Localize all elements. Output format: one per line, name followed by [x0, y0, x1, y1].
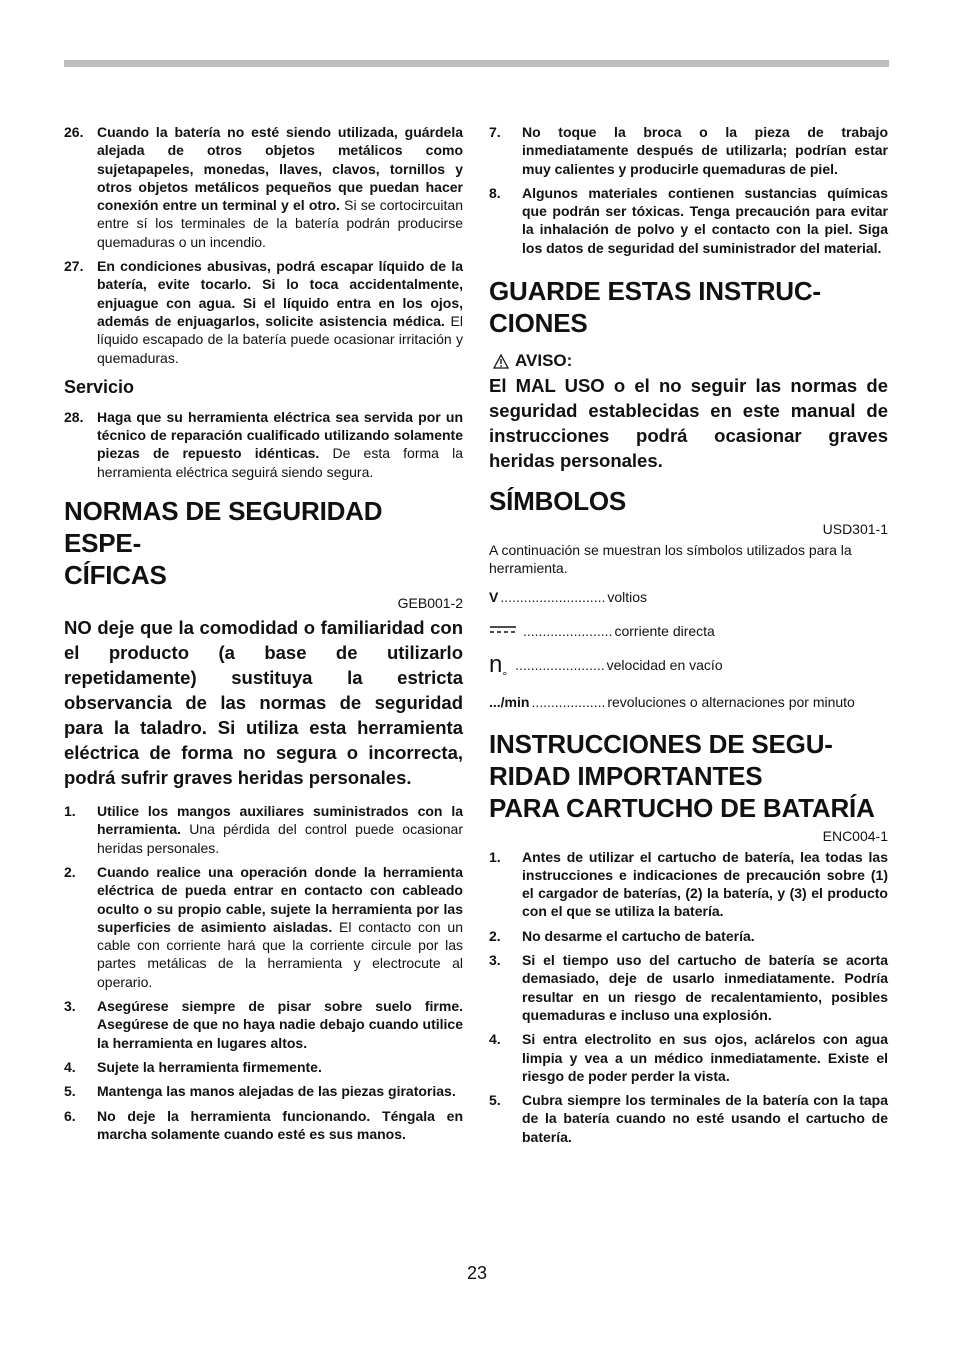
item-number: 8.	[489, 184, 501, 201]
item-bold-text: Si el tiempo uso del cartucho de batería se acorta demasiado, deje de usarlo inmediatamente. Podría resultar en un riesgo de recalentamiento, posibles quemaduras e incluso una explosión.	[522, 952, 888, 1023]
instr-title-line-2: RIDAD IMPORTANTES	[489, 760, 763, 791]
item-plain-text: Si se cortocircuitan entre sí los terminales de la batería podrán producirse quemaduras o un incendio.	[97, 197, 463, 250]
item-bold-text: Cuando realice una operación donde la herramienta eléctrica de pueda entrar en contacto con cableado oculto o su propio cable, sujete la herramienta por las superficies de asimiento aisladas.	[97, 863, 463, 935]
item-bold-text: Si entra electrolito en sus ojos, aclárelos con agua limpia y vea a un médico inmediatamente. Existe el riesgo de poder perder la vista.	[522, 1031, 888, 1084]
symbol-row	[489, 588, 888, 606]
list-item	[64, 123, 463, 251]
aviso-label: AVISO:	[515, 351, 573, 371]
instr-title-line-1: INSTRUCCIONES DE SEGU-	[489, 728, 833, 759]
item-number: 2.	[64, 863, 76, 880]
simbolos-code: USD301-1	[822, 521, 888, 538]
list-item	[489, 1091, 888, 1146]
list-item	[489, 184, 888, 257]
list-item	[64, 257, 463, 367]
instr-title-line-3: PARA CARTUCHO DE BATARÍA	[489, 792, 875, 823]
item-number: 3.	[64, 998, 76, 1015]
item-number: 28.	[64, 408, 84, 425]
item-number: 27.	[64, 258, 84, 275]
item-number: 4.	[489, 1031, 501, 1048]
item-bold-text: No deje la herramienta funcionando. Téngala en marcha solamente cuando esté es sus manos.	[97, 1107, 463, 1142]
item-text	[97, 863, 463, 991]
list-item	[489, 1030, 888, 1085]
normas-list	[64, 802, 463, 1143]
symbol-meaning: revoluciones o alternaciones por minuto	[607, 694, 855, 711]
item-bold-text: Sujete la herramienta firmemente.	[97, 1058, 322, 1075]
page-number: 23	[466, 1263, 488, 1283]
normas-lead: NO deje que la comodidad o familiaridad con el producto (a base de utilizarlo repetidamente) sustituya la estricta observancia de las normas de seguridad para la taladro. Si utiliza esta herramienta eléctrica de forma no segura o incorrecta, podrá sufrir graves heridas personales.	[64, 617, 463, 789]
item-plain-text: De esta forma la herramienta eléctrica seguirá siendo segura.	[97, 445, 463, 480]
list-item	[64, 863, 463, 991]
list-item	[489, 951, 888, 1024]
instrucciones-heading	[489, 728, 888, 824]
aviso-heading	[489, 351, 888, 371]
right-column	[489, 123, 888, 1152]
servicio-list	[64, 408, 463, 481]
item-text	[97, 123, 463, 251]
simbolos-heading: SÍMBOLOS	[489, 486, 627, 517]
list-item	[64, 1107, 463, 1144]
symbol-leader-dots: .......................	[523, 622, 613, 639]
normas-list-continued	[489, 123, 888, 257]
item-text	[522, 1091, 888, 1146]
symbol-leader-dots: .......................	[515, 657, 605, 674]
item-text	[97, 1082, 463, 1100]
symbol-key	[489, 588, 605, 606]
item-bold-text: Antes de utilizar el cartucho de batería, lea todas las instrucciones e indicaciones de precaución sobre (1) el cargador de baterías, (2) la batería, y (3) el producto con el que se utiliza la batería.	[522, 848, 888, 920]
list-item	[489, 927, 888, 945]
list-item	[64, 802, 463, 857]
symbol-meaning: corriente directa	[614, 622, 715, 639]
normas-heading: NORMAS DE SEGURIDAD ESPE- CÍFICAS	[64, 496, 383, 591]
item-bold-text: Utilice los mangos auxiliares suministrados con la herramienta.	[97, 803, 463, 838]
item-bold-text: Mantenga las manos alejadas de las piezas giratorias.	[97, 1083, 456, 1100]
header-rule	[64, 60, 889, 67]
item-number: 2.	[489, 927, 501, 944]
symbols-list	[489, 588, 888, 712]
servicio-heading: Servicio	[64, 376, 135, 397]
list-continued	[64, 123, 463, 367]
item-number: 6.	[64, 1107, 76, 1124]
item-plain-text: Una pérdida del control puede ocasionar heridas personales.	[97, 821, 463, 856]
item-text	[522, 123, 888, 178]
symbol-key-text: V	[489, 588, 499, 605]
item-text	[522, 184, 888, 257]
symbol-row	[489, 622, 888, 640]
list-item	[64, 997, 463, 1052]
item-bold-text: Algunos materiales contienen sustancias químicas que podrán ser tóxicas. Tenga precaución para evitar la inhalación de polvo y el contacto con la piel. Siga los datos de seguridad del suministrador del material.	[522, 184, 888, 256]
battery-list	[489, 848, 888, 1146]
item-number: 1.	[489, 848, 501, 865]
symbol-key	[489, 622, 612, 640]
item-bold-text: En condiciones abusivas, podrá escapar líquido de la batería, evite tocarlo. Si lo toca accidentalmente, enjuague con agua. Si el líquido entra en los ojos, además de enjuagarlos, solicite asistencia médica.	[97, 258, 463, 329]
left-column	[64, 123, 463, 1149]
item-plain-text: El contacto con un cable con corriente hará que la corriente circule por las partes metálicas de la herramienta y electrocute al operario.	[97, 918, 463, 990]
item-bold-text: Haga que su herramienta eléctrica sea servida por un técnico de reparación cualificado utilizando solamente piezas de repuesto idénticas.	[97, 408, 463, 462]
symbol-row	[489, 651, 888, 684]
item-text	[97, 257, 463, 367]
item-text	[522, 848, 888, 921]
symbol-leader-dots: ...........................	[500, 588, 606, 605]
list-item	[64, 1082, 463, 1100]
item-number: 5.	[64, 1083, 76, 1100]
item-text	[97, 1058, 463, 1076]
symbol-key	[489, 693, 605, 711]
symbol-meaning: velocidad en vacío	[606, 657, 723, 674]
item-text	[522, 927, 888, 945]
item-number: 5.	[489, 1092, 501, 1109]
item-plain-text: El líquido escapado de la batería puede ocasionar irritación y quemaduras.	[97, 312, 463, 366]
item-text	[97, 408, 463, 481]
symbol-key	[489, 651, 605, 684]
list-item	[64, 408, 463, 481]
symbol-leader-dots: ...................	[531, 694, 606, 711]
warning-icon	[493, 354, 509, 369]
item-bold-text: Cubra siempre los terminales de la batería con la tapa de la batería cuando no esté usando el cartucho de batería.	[522, 1092, 888, 1145]
subscript-zero-mark: °	[502, 669, 508, 684]
simbolos-intro: A continuación se muestran los símbolos utilizados para la herramienta.	[489, 542, 852, 577]
list-item	[489, 848, 888, 921]
item-bold-text: Asegúrese siempre de pisar sobre suelo firme. Asegúrese de que no haya nadie debajo cuando utilice la herramienta en lugares altos.	[97, 998, 463, 1051]
symbol-key-text: .../min	[489, 694, 530, 711]
aviso-text: El MAL USO o el no seguir las normas de seguridad establecidas en este manual de instrucciones podrá ocasionar graves heridas personales.	[489, 375, 888, 472]
list-item	[64, 1058, 463, 1076]
normas-code: GEB001-2	[397, 595, 463, 612]
item-text	[522, 1030, 888, 1085]
item-bold-text: No toque la broca o la pieza de trabajo inmediatamente después de utilizarla; podrían estar muy calientes y producirle quemaduras de piel.	[522, 124, 888, 177]
item-number: 4.	[64, 1058, 76, 1075]
item-text	[522, 951, 888, 1024]
guarde-heading: GUARDE ESTAS INSTRUC- CIONES	[489, 276, 821, 339]
item-bold-text: Cuando la batería no esté siendo utilizada, guárdela alejada de otros objetos metálicos como sujetapapeles, monedas, llaves, clavos, tornillos y otros objetos metálicos pequeños que puedan hacer conexión entre un terminal y el otro.	[97, 124, 463, 214]
instr-code: ENC004-1	[822, 827, 888, 844]
item-number: 26.	[64, 124, 84, 140]
item-number: 7.	[489, 124, 501, 140]
no-load-speed-icon	[489, 651, 508, 684]
item-number: 1.	[64, 803, 76, 820]
list-item	[489, 123, 888, 178]
dc-current-icon	[489, 622, 517, 636]
item-text	[97, 802, 463, 857]
symbol-meaning: voltios	[607, 588, 648, 605]
item-text	[97, 997, 463, 1052]
symbol-key-text: n	[489, 651, 503, 679]
symbol-row	[489, 693, 888, 711]
item-text	[97, 1107, 463, 1144]
item-number: 3.	[489, 952, 501, 969]
item-bold-text: No desarme el cartucho de batería.	[522, 927, 755, 944]
